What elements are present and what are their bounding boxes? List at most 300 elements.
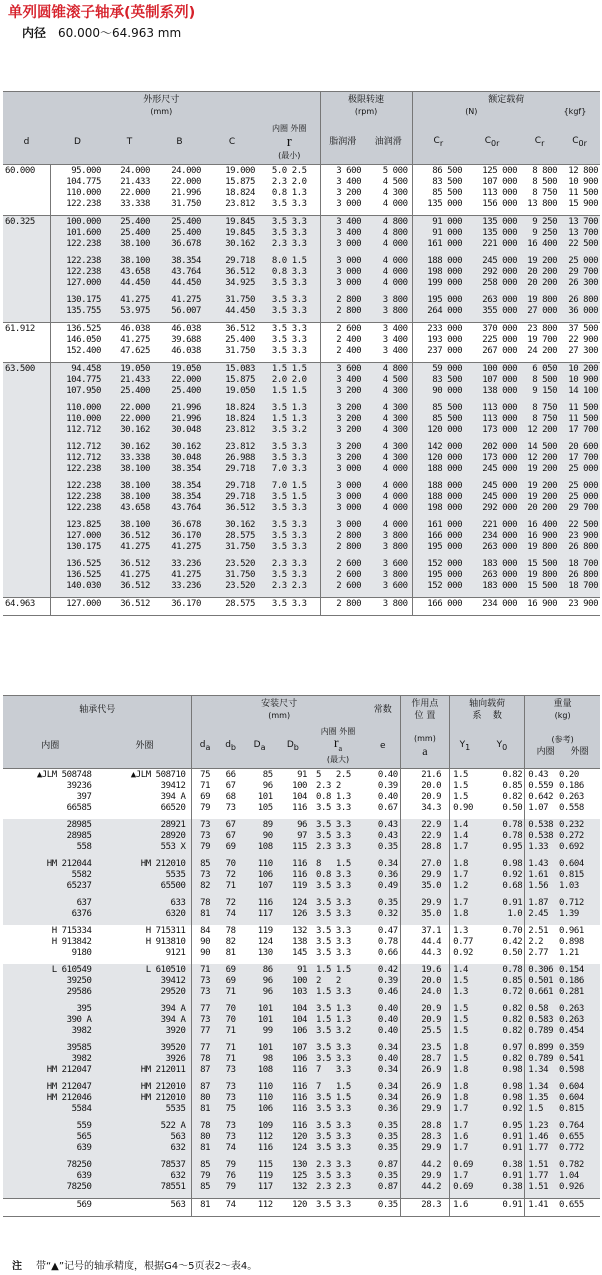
cell-da: 75 71 69 79 [192, 769, 218, 820]
table-row [3, 819, 600, 858]
cell-inner: 395 390 A 3982 [3, 1003, 97, 1042]
cell-grease: 3 000 2 800 2 800 [320, 519, 365, 558]
cell-B: 46.038 39.688 46.038 [154, 323, 205, 363]
cell-y0: 0.98 0.92 0.68 [480, 858, 525, 897]
cell-cr2: 8 800 8 500 8 750 13 800 [520, 165, 559, 216]
col-B: B [154, 120, 205, 165]
cell-y0: 0.91 1.0 [480, 897, 525, 925]
cell-outer: L 610510 39412 29520 [97, 964, 191, 1003]
cell-C: 28.575 [205, 598, 259, 616]
table-row [3, 519, 600, 558]
col-ra: 内圈 外圈 $r_a$ (最大) [310, 724, 366, 769]
cell-y0: 0.95 0.91 0.91 [480, 1120, 525, 1159]
cell-a: 29.9 35.0 [400, 897, 449, 925]
cell-da: 85 73 82 [192, 858, 218, 897]
cell-d: 61.912 [3, 323, 50, 363]
cell-y0: 0.38 0.91 0.38 [480, 1159, 525, 1199]
cell-C: 23.520 31.750 23.520 [205, 558, 259, 598]
cell-da: 78 80 81 [192, 1120, 218, 1159]
cell-C: 18.824 18.824 23.812 [205, 402, 259, 441]
cell-oil: 3 400 3 400 3 400 [365, 323, 412, 363]
cell-ra: 3.5 3.3 3.5 3.3 [310, 897, 366, 925]
cell-a: 21.6 20.0 20.9 34.3 [400, 769, 449, 820]
table-row [3, 323, 600, 363]
table-row [3, 1042, 600, 1081]
cell-cr: 161 000 166 000 195 000 [412, 519, 464, 558]
cell-grease: 2 600 2 600 2 600 [320, 558, 365, 598]
cell-db: 67 67 69 [218, 819, 244, 858]
cell-Da: 109 112 116 [243, 1120, 275, 1159]
cell-inner: 569 [3, 1199, 97, 1217]
cell-D: 136.525 146.050 152.400 [50, 323, 105, 363]
load-header: 额定载荷 (N) {kgf} [412, 92, 600, 121]
cell-outer: 394 A 394 A 3920 [97, 1003, 191, 1042]
table-row [3, 858, 600, 897]
cell-cr: 59 000 83 500 90 000 [412, 363, 464, 403]
col-d: d [3, 120, 50, 165]
bore-label: 内径 [22, 26, 47, 40]
cell-w_out: 0.764 0.655 0.772 [557, 1120, 600, 1159]
cell-d [3, 519, 50, 558]
cell-cor2: 18 700 26 800 18 700 [559, 558, 600, 598]
cell-cr: 233 000 193 000 237 000 [412, 323, 464, 363]
cell-y0: 0.70 0.42 0.50 [480, 925, 525, 964]
cell-inner: 78250 639 78250 [3, 1159, 97, 1199]
cell-r: 2.3 3.3 3.5 3.3 2.3 2.3 [259, 558, 320, 598]
col-oil: 油润滑 [365, 120, 412, 165]
cell-inner: 39585 3982 HM 212047 [3, 1042, 97, 1081]
cell-cor2: 13 700 13 700 22 500 [559, 216, 600, 256]
cell-r: 3.5 3.3 3.5 3.3 2.3 3.3 [259, 216, 320, 256]
cell-a: 19.6 20.0 24.0 [400, 964, 449, 1003]
cell-e: 0.34 0.34 0.36 [366, 1081, 400, 1120]
cell-cor: 245 000 292 000 258 000 [464, 255, 520, 294]
cell-da: 84 90 90 [192, 925, 218, 964]
cell-w_in: 0.58 0.583 0.789 [525, 1003, 557, 1042]
cell-D: 100.000 101.600 122.238 [50, 216, 105, 256]
cell-outer: HM 212010 5535 65500 [97, 858, 191, 897]
table-row [3, 1159, 600, 1199]
col-inner: 内圈 [3, 724, 97, 769]
cell-w_in: 1.34 1.35 1.5 [525, 1081, 557, 1120]
cell-cr2: 6 050 8 500 9 150 [520, 363, 559, 403]
cell-d [3, 402, 50, 441]
cell-r: 3.5 3.3 [259, 598, 320, 616]
table-row [3, 363, 600, 403]
table-row [3, 769, 600, 820]
cell-ra: 3.5 3.3 3.5 3.3 3.5 3.3 [310, 1120, 366, 1159]
cell-w_in: 2.51 2.2 2.77 [525, 925, 557, 964]
cell-w_out: 0.782 1.04 0.926 [557, 1159, 600, 1199]
cell-da: 71 73 73 [192, 964, 218, 1003]
cell-r: 3.5 3.3 3.5 3.3 [259, 294, 320, 323]
cell-grease: 3 200 3 200 3 200 [320, 402, 365, 441]
col-weight: (参考) 内圈 外圈 [525, 724, 600, 769]
cell-da: 87 80 81 [192, 1081, 218, 1120]
cell-Db: 107 106 116 [276, 1042, 310, 1081]
cell-B: 36.678 36.170 41.275 [154, 519, 205, 558]
cell-B: 19.050 22.000 25.400 [154, 363, 205, 403]
cell-y0: 0.78 0.78 0.95 [480, 819, 525, 858]
cell-db: 79 76 79 [218, 1159, 244, 1199]
table-row [3, 1003, 600, 1042]
cell-Db: 91 100 103 [276, 964, 310, 1003]
cell-y0: 0.82 0.82 0.82 [480, 1003, 525, 1042]
cell-cor2: 25 000 29 700 26 300 [559, 255, 600, 294]
const-header: 常数 [366, 696, 400, 725]
cell-outer: 563 [97, 1199, 191, 1217]
cell-oil: 4 300 4 300 4 300 [365, 402, 412, 441]
cell-w_out: 0.961 0.898 1.21 [557, 925, 600, 964]
cell-w_in: 1.41 [525, 1199, 557, 1217]
cell-oil: 4 300 4 300 4 000 [365, 441, 412, 480]
cell-cor: 135 000 135 000 221 000 [464, 216, 520, 256]
cell-C: 29.718 29.718 36.512 [205, 480, 259, 519]
cell-Da: 112 [243, 1199, 275, 1217]
cell-inner: ▲JLM 508748 39236 397 66585 [3, 769, 97, 820]
cell-e: 0.43 0.43 0.35 [366, 819, 400, 858]
table-row [3, 216, 600, 256]
cell-Da: 101 98 108 [243, 1042, 275, 1081]
cell-T: 19.050 21.433 25.400 [105, 363, 154, 403]
cell-cr: 152 000 195 000 152 000 [412, 558, 464, 598]
col-T: T [105, 120, 154, 165]
cell-cr2: 16 400 16 900 19 800 [520, 519, 559, 558]
table-row [3, 897, 600, 925]
cell-B: 33.236 41.275 33.236 [154, 558, 205, 598]
cell-r: 3.5 3.3 3.5 3.3 3.5 3.3 [259, 519, 320, 558]
cell-ra: 7 1.5 3.5 1.5 3.5 3.3 [310, 1081, 366, 1120]
cell-D: 127.000 [50, 598, 105, 616]
cell-cor: 202 000 173 000 245 000 [464, 441, 520, 480]
dims-header: 外形尺寸 (mm) [3, 92, 320, 121]
cell-y1: 1.5 1.5 1.5 [450, 1003, 480, 1042]
cell-w_out: 0.20 0.186 0.263 0.558 [557, 769, 600, 820]
cell-d: 60.325 [3, 216, 50, 256]
cell-da: 77 73 77 [192, 1003, 218, 1042]
cell-T: 38.100 43.658 44.450 [105, 255, 154, 294]
cell-outer: 522 A 563 632 [97, 1120, 191, 1159]
cell-db: 70 72 71 [218, 858, 244, 897]
cell-cor2: 20 600 17 700 25 000 [559, 441, 600, 480]
cell-e: 0.42 0.39 0.46 [366, 964, 400, 1003]
table-row [3, 402, 600, 441]
table-row [3, 480, 600, 519]
cell-ra: 1.5 1.5 2 2 1.5 3.3 [310, 964, 366, 1003]
cell-Db: 130 125 132 [276, 1159, 310, 1199]
cell-w_in: 0.538 0.538 1.33 [525, 819, 557, 858]
cell-cor: 263 000 355 000 [464, 294, 520, 323]
col-cr-kgf: $C_r$ [520, 120, 559, 165]
table-row [3, 558, 600, 598]
cell-grease: 2 600 2 400 2 400 [320, 323, 365, 363]
cell-r: 1.5 1.5 2.0 2.0 1.5 1.5 [259, 363, 320, 403]
cell-cor2: 22 500 23 900 26 800 [559, 519, 600, 558]
cell-B: 25.400 25.400 36.678 [154, 216, 205, 256]
col-e: e [366, 724, 400, 769]
table-row [3, 165, 600, 216]
cell-cr: 188 000 198 000 199 000 [412, 255, 464, 294]
cell-ra: 3.5 3.3 3.5 3.3 2.3 3.3 [310, 819, 366, 858]
col-outer: 外圈 [97, 724, 191, 769]
center-header: 作用点 位 置 [400, 696, 449, 725]
cell-r: 3.5 3.3 3.5 3.3 3.5 3.3 [259, 323, 320, 363]
cell-T: 46.038 41.275 47.625 [105, 323, 154, 363]
cell-a: 22.9 22.9 28.8 [400, 819, 449, 858]
cell-ra: 2.3 3.3 3.5 3.3 2.3 2.3 [310, 1159, 366, 1199]
cell-cr2: 16 900 [520, 598, 559, 616]
cell-B: 38.354 43.764 44.450 [154, 255, 205, 294]
cell-grease: 3 600 3 400 3 200 3 000 [320, 165, 365, 216]
cell-d: 60.000 [3, 165, 50, 216]
cell-cr2: 23 800 19 700 24 200 [520, 323, 559, 363]
cell-oil: 3 800 3 800 [365, 294, 412, 323]
cell-cr: 85 500 85 500 120 000 [412, 402, 464, 441]
cell-C: 19.000 15.875 18.824 23.812 [205, 165, 259, 216]
cell-oil: 4 000 4 000 4 000 [365, 480, 412, 519]
cell-y1: 1.3 0.77 0.92 [450, 925, 480, 964]
cell-T: 30.162 33.338 38.100 [105, 441, 154, 480]
cell-w_in: 0.899 0.789 1.34 [525, 1042, 557, 1081]
cell-db: 74 [218, 1199, 244, 1217]
cell-cor: 221 000 234 000 263 000 [464, 519, 520, 558]
table-row [3, 255, 600, 294]
cell-ra: 3.5 3.3 3.5 3.3 3.5 3.3 [310, 925, 366, 964]
cell-Db: 120 [276, 1199, 310, 1217]
cell-e: 0.35 [366, 1199, 400, 1217]
cell-grease: 3 400 3 400 3 000 [320, 216, 365, 256]
cell-B: 30.162 30.048 38.354 [154, 441, 205, 480]
cell-a: 28.3 [400, 1199, 449, 1217]
cell-cor2: 11 500 11 500 17 700 [559, 402, 600, 441]
cell-Db: 116 116 116 [276, 1081, 310, 1120]
cell-grease: 3 000 3 000 3 000 [320, 255, 365, 294]
cell-cr: 91 000 91 000 161 000 [412, 216, 464, 256]
cell-D: 130.175 135.755 [50, 294, 105, 323]
cell-y1: 1.4 1.4 1.7 [450, 819, 480, 858]
cell-T: 41.275 53.975 [105, 294, 154, 323]
cell-outer: 78537 632 78551 [97, 1159, 191, 1199]
cell-inner: H 715334 H 913842 9180 [3, 925, 97, 964]
bore-range [22, 24, 181, 41]
cell-T: 38.100 36.512 41.275 [105, 519, 154, 558]
cell-D: 95.000 104.775 110.000 122.238 [50, 165, 105, 216]
cell-db: 71 71 73 [218, 1042, 244, 1081]
cell-Db: 91 100 104 116 [276, 769, 310, 820]
cell-cr: 142 000 120 000 188 000 [412, 441, 464, 480]
col-cr: $C_r$ [412, 120, 464, 165]
cell-cr2: 19 800 27 000 [520, 294, 559, 323]
cell-oil: 3 600 3 800 3 600 [365, 558, 412, 598]
cell-grease: 3 200 3 200 3 000 [320, 441, 365, 480]
cell-inner: 28985 28985 558 [3, 819, 97, 858]
cell-e: 0.87 0.35 0.87 [366, 1159, 400, 1199]
cell-cr2: 8 750 8 750 12 200 [520, 402, 559, 441]
cell-outer: 28921 28920 553 X [97, 819, 191, 858]
cell-db: 73 73 74 [218, 1120, 244, 1159]
cell-r: 8.0 1.5 0.8 3.3 3.5 3.3 [259, 255, 320, 294]
cell-db: 69 69 71 [218, 964, 244, 1003]
cell-grease: 3 000 3 000 3 000 [320, 480, 365, 519]
cell-cor2: 23 900 [559, 598, 600, 616]
col-C: C [205, 120, 259, 165]
cell-ra: 3.5 1.3 1.5 1.3 3.5 3.2 [310, 1003, 366, 1042]
cell-e: 0.35 0.35 0.35 [366, 1120, 400, 1159]
cell-w_in: 1.23 1.46 1.77 [525, 1120, 557, 1159]
cell-y0: 0.82 0.85 0.82 0.50 [480, 769, 525, 820]
cell-Db: 104 104 106 [276, 1003, 310, 1042]
col-Db: $D_b$ [276, 724, 310, 769]
cell-y1: 0.69 1.7 0.69 [450, 1159, 480, 1199]
cell-T: 36.512 41.275 36.512 [105, 558, 154, 598]
bore-value: 60.000～64.963 mm [58, 26, 182, 40]
cell-y1: 1.7 1.6 1.7 [450, 1120, 480, 1159]
cell-w_out: 0.604 0.604 0.815 [557, 1081, 600, 1120]
cell-D: 136.525 136.525 140.030 [50, 558, 105, 598]
cell-Db: 132 138 145 [276, 925, 310, 964]
cell-cor: 370 000 225 000 267 000 [464, 323, 520, 363]
cell-e: 0.34 0.36 0.49 [366, 858, 400, 897]
cell-w_in: 0.306 0.501 0.661 [525, 964, 557, 1003]
cell-oil: 4 000 4 000 4 000 [365, 255, 412, 294]
col-r: 内圈 外圈 r (最小) [259, 120, 320, 165]
cell-Db: 124 126 [276, 897, 310, 925]
cell-T: 24.000 21.433 22.000 33.338 [105, 165, 154, 216]
cell-y0: 0.97 0.82 0.98 [480, 1042, 525, 1081]
cell-C: 23.812 26.988 29.718 [205, 441, 259, 480]
table-row [3, 964, 600, 1003]
cell-r: 5.0 2.5 2.3 2.0 0.8 1.3 3.5 3.3 [259, 165, 320, 216]
cell-Da: 89 90 108 [243, 819, 275, 858]
cell-C: 15.083 15.875 19.050 [205, 363, 259, 403]
cell-y1: 1.8 1.7 1.2 [450, 858, 480, 897]
col-y1: $Y_1$ [450, 724, 480, 769]
cell-T: 36.512 [105, 598, 154, 616]
cell-oil: 5 000 4 500 4 300 4 000 [365, 165, 412, 216]
cell-outer: HM 212010 HM 212010 5535 [97, 1081, 191, 1120]
cell-Da: 86 96 96 [243, 964, 275, 1003]
col-grease: 脂润滑 [320, 120, 365, 165]
cell-outer: H 715311 H 913810 9121 [97, 925, 191, 964]
cell-a: 23.5 28.7 26.9 [400, 1042, 449, 1081]
cell-w_out: 0.712 1.39 [557, 897, 600, 925]
cell-oil: 4 800 4 500 4 300 [365, 363, 412, 403]
cell-cor: 100 000 107 000 138 000 [464, 363, 520, 403]
cell-r: 7.0 1.5 3.5 1.5 3.5 3.3 [259, 480, 320, 519]
cell-inner: 559 565 639 [3, 1120, 97, 1159]
table-row [3, 1199, 600, 1217]
cell-d [3, 558, 50, 598]
cell-cr2: 19 200 19 200 20 200 [520, 480, 559, 519]
cell-da: 78 81 [192, 897, 218, 925]
cell-da: 77 78 87 [192, 1042, 218, 1081]
cell-r: 3.5 3.3 3.5 3.3 7.0 3.3 [259, 441, 320, 480]
cell-B: 21.996 21.996 30.048 [154, 402, 205, 441]
cell-w_out: 0.604 0.815 1.03 [557, 858, 600, 897]
cell-w_in: 1.87 2.45 [525, 897, 557, 925]
cell-inner: HM 212044 5582 65237 [3, 858, 97, 897]
cell-Da: 110 110 106 [243, 1081, 275, 1120]
cell-D: 122.238 122.238 122.238 [50, 480, 105, 519]
cell-w_in: 1.43 1.61 1.56 [525, 858, 557, 897]
cell-Db: 96 97 115 [276, 819, 310, 858]
axial-header: 轴向载荷 系 数 [450, 696, 525, 725]
cell-Da: 116 117 [243, 897, 275, 925]
cell-Da: 85 96 101 105 [243, 769, 275, 820]
cell-T: 38.100 38.100 43.658 [105, 480, 154, 519]
cell-Da: 119 124 130 [243, 925, 275, 964]
cell-C: 30.162 28.575 31.750 [205, 519, 259, 558]
col-Da: $D_a$ [243, 724, 275, 769]
cell-da: 85 79 85 [192, 1159, 218, 1199]
cell-cr2: 15 500 19 800 15 500 [520, 558, 559, 598]
footnote: 注 带“▲”记号的轴承精度，根据G4～5页表2～表4。 [12, 1261, 258, 1272]
cell-inner: HM 212047 HM 212046 5584 [3, 1081, 97, 1120]
cell-d [3, 480, 50, 519]
cell-ra: 3.5 3.3 [310, 1199, 366, 1217]
cell-db: 72 74 [218, 897, 244, 925]
cell-y1: 1.5 1.5 1.5 0.90 [450, 769, 480, 820]
table-row [3, 1120, 600, 1159]
cell-cor: 125 000 107 000 113 000 156 000 [464, 165, 520, 216]
cell-T: 22.000 22.000 30.162 [105, 402, 154, 441]
cell-w_out: 0.359 0.541 0.598 [557, 1042, 600, 1081]
cell-inner: 637 6376 [3, 897, 97, 925]
cell-y1: 1.6 [450, 1199, 480, 1217]
cell-a: 27.0 29.9 35.0 [400, 858, 449, 897]
cell-d [3, 441, 50, 480]
cell-B: 36.170 [154, 598, 205, 616]
cell-w_out: 0.263 0.263 0.454 [557, 1003, 600, 1042]
cell-db: 78 82 81 [218, 925, 244, 964]
cell-cor2: 37 500 22 900 27 300 [559, 323, 600, 363]
cell-cor: 113 000 113 000 173 000 [464, 402, 520, 441]
cell-Da: 101 101 99 [243, 1003, 275, 1042]
table-row [3, 1081, 600, 1120]
col-y0: $Y_0$ [480, 724, 525, 769]
col-da: $d_a$ [192, 724, 218, 769]
cell-cr2: 9 250 9 250 16 400 [520, 216, 559, 256]
cell-D: 123.825 127.000 130.175 [50, 519, 105, 558]
cell-e: 0.47 0.78 0.66 [366, 925, 400, 964]
dimension-table [3, 91, 600, 616]
col-cor-kgf: $C_{0r}$ [559, 120, 600, 165]
cell-y0: 0.98 0.98 0.92 [480, 1081, 525, 1120]
cell-C: 19.845 19.845 30.162 [205, 216, 259, 256]
cell-y1: 1.7 1.8 [450, 897, 480, 925]
cell-y0: 0.78 0.85 0.72 [480, 964, 525, 1003]
cell-oil: 4 800 4 800 4 000 [365, 216, 412, 256]
cell-Da: 110 106 107 [243, 858, 275, 897]
cell-cor2: 25 000 25 000 29 700 [559, 480, 600, 519]
cell-cor: 234 000 [464, 598, 520, 616]
page-title: 单列圆锥滚子轴承(英制系列) [8, 5, 196, 21]
cell-outer: 633 6320 [97, 897, 191, 925]
cell-db: 70 70 71 [218, 1003, 244, 1042]
speed-header: 极限转速 (rpm) [320, 92, 412, 121]
cell-db: 66 67 68 73 [218, 769, 244, 820]
cell-y1: 1.8 1.8 1.7 [450, 1081, 480, 1120]
cell-cr: 166 000 [412, 598, 464, 616]
table-row [3, 441, 600, 480]
cell-d: 64.963 [3, 598, 50, 616]
cell-cr2: 19 200 20 200 20 200 [520, 255, 559, 294]
cell-a: 44.2 29.9 44.2 [400, 1159, 449, 1199]
code-header: 轴承代号 [3, 696, 192, 725]
cell-d [3, 294, 50, 323]
cell-w_out: 0.232 0.272 0.692 [557, 819, 600, 858]
col-cor: $C_{0r}$ [464, 120, 520, 165]
